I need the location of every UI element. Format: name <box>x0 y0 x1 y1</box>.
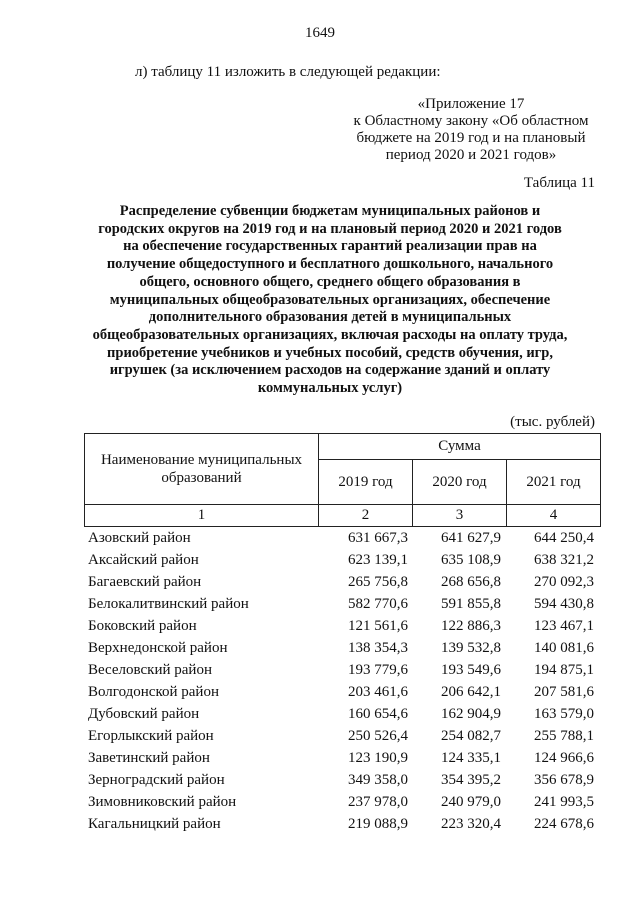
district-name: Зерноградский район <box>88 772 225 788</box>
value-2020: 641 627,9 <box>441 530 501 546</box>
value-2020: 122 886,3 <box>441 618 501 634</box>
header-year: 2019 год <box>319 460 413 505</box>
table-row <box>84 549 604 571</box>
value-2020: 254 082,7 <box>441 728 501 744</box>
value-2021: 241 993,5 <box>534 794 594 810</box>
table-row <box>84 791 604 813</box>
title-line: общего, основного общего, среднего общего образования в <box>139 273 521 290</box>
intro-text: л) таблицу 11 изложить в следующей редакции: <box>135 64 441 80</box>
header-name: Наименование муниципальных образований <box>85 434 319 505</box>
title-line: получение общедоступного и бесплатного дошкольного, начального <box>106 256 554 273</box>
units-label: (тыс. рублей) <box>510 414 595 430</box>
appendix-line: «Приложение 17 <box>417 96 525 112</box>
value-2021: 124 966,6 <box>534 750 594 766</box>
value-2019: 160 654,6 <box>348 706 408 722</box>
table-row <box>84 703 604 725</box>
value-2019: 623 139,1 <box>348 552 408 568</box>
title-line: городских округов на 2019 год и на плановый период 2020 и 2021 годов <box>98 220 562 237</box>
value-2020: 206 642,1 <box>441 684 501 700</box>
value-2021: 255 788,1 <box>534 728 594 744</box>
value-2019: 193 779,6 <box>348 662 408 678</box>
title-line: общеобразовательных организациях, включая расходы на оплату труда, <box>92 326 568 343</box>
header-sum: Сумма <box>319 434 601 460</box>
value-2020: 354 395,2 <box>441 772 501 788</box>
column-number: 4 <box>507 505 601 527</box>
district-name: Верхнедонской район <box>88 640 228 656</box>
table-row <box>84 659 604 681</box>
title-line: муниципальных общеобразовательных организациях, обеспечение <box>109 291 551 308</box>
value-2019: 237 978,0 <box>348 794 408 810</box>
title-line: приобретение учебников и учебных пособий, средств обучения, игр, <box>107 344 553 361</box>
value-2021: 140 081,6 <box>534 640 594 656</box>
value-2021: 194 875,1 <box>534 662 594 678</box>
table-body <box>84 527 604 835</box>
table-row <box>84 681 604 703</box>
district-name: Веселовский район <box>88 662 212 678</box>
page-number: 1649 <box>305 25 335 41</box>
title-line: дополнительного образования детей в муниципальных <box>148 309 512 326</box>
table-row <box>84 615 604 637</box>
value-2019: 121 561,6 <box>348 618 408 634</box>
header-year: 2020 год <box>413 460 507 505</box>
title-line: игрушек (за исключением расходов на содержание зданий и оплату <box>109 362 551 379</box>
value-2019: 250 526,4 <box>348 728 408 744</box>
table-row <box>84 527 604 549</box>
document-title <box>80 203 580 398</box>
value-2020: 193 549,6 <box>441 662 501 678</box>
value-2021: 644 250,4 <box>534 530 594 546</box>
table-row <box>84 725 604 747</box>
district-name: Боковский район <box>88 618 197 634</box>
district-name: Кагальницкий район <box>88 816 221 832</box>
table-row <box>84 571 604 593</box>
district-name: Аксайский район <box>88 552 199 568</box>
column-number: 2 <box>319 505 413 527</box>
column-number: 3 <box>413 505 507 527</box>
district-name: Белокалитвинский район <box>88 596 249 612</box>
value-2020: 240 979,0 <box>441 794 501 810</box>
value-2019: 349 358,0 <box>348 772 408 788</box>
appendix-line: период 2020 и 2021 годов» <box>385 147 557 163</box>
appendix-line: к Областному закону «Об областном <box>353 113 589 129</box>
value-2020: 635 108,9 <box>441 552 501 568</box>
table-row <box>84 637 604 659</box>
value-2020: 162 904,9 <box>441 706 501 722</box>
value-2019: 203 461,6 <box>348 684 408 700</box>
district-name: Зимовниковский район <box>88 794 237 810</box>
value-2021: 594 430,8 <box>534 596 594 612</box>
value-2020: 124 335,1 <box>441 750 501 766</box>
value-2020: 223 320,4 <box>441 816 501 832</box>
title-line: коммунальных услуг) <box>257 380 403 397</box>
value-2021: 207 581,6 <box>534 684 594 700</box>
value-2021: 356 678,9 <box>534 772 594 788</box>
table-row <box>84 593 604 615</box>
value-2019: 138 354,3 <box>348 640 408 656</box>
value-2019: 582 770,6 <box>348 596 408 612</box>
value-2020: 139 532,8 <box>441 640 501 656</box>
value-2021: 638 321,2 <box>534 552 594 568</box>
value-2021: 163 579,0 <box>534 706 594 722</box>
value-2019: 265 756,8 <box>348 574 408 590</box>
table-row <box>84 769 604 791</box>
table-row <box>84 813 604 835</box>
district-name: Волгодонской район <box>88 684 219 700</box>
table-header <box>84 433 601 527</box>
column-number: 1 <box>85 505 319 527</box>
value-2021: 123 467,1 <box>534 618 594 634</box>
title-line: Распределение субвенции бюджетам муниципальных районов и <box>119 203 541 219</box>
appendix-line: бюджете на 2019 год и на плановый <box>356 130 586 146</box>
value-2021: 224 678,6 <box>534 816 594 832</box>
value-2019: 219 088,9 <box>348 816 408 832</box>
district-name: Заветинский район <box>88 750 210 766</box>
value-2019: 631 667,3 <box>348 530 408 546</box>
appendix-reference <box>330 96 612 164</box>
title-line: на обеспечение государственных гарантий реализации прав на <box>123 238 537 255</box>
value-2020: 591 855,8 <box>441 596 501 612</box>
header-year: 2021 год <box>507 460 601 505</box>
table-label: Таблица 11 <box>523 175 595 191</box>
district-name: Багаевский район <box>88 574 202 590</box>
value-2020: 268 656,8 <box>441 574 501 590</box>
table-row <box>84 747 604 769</box>
district-name: Дубовский район <box>88 706 200 722</box>
value-2021: 270 092,3 <box>534 574 594 590</box>
district-name: Егорлыкский район <box>88 728 214 744</box>
value-2019: 123 190,9 <box>348 750 408 766</box>
district-name: Азовский район <box>88 530 191 546</box>
